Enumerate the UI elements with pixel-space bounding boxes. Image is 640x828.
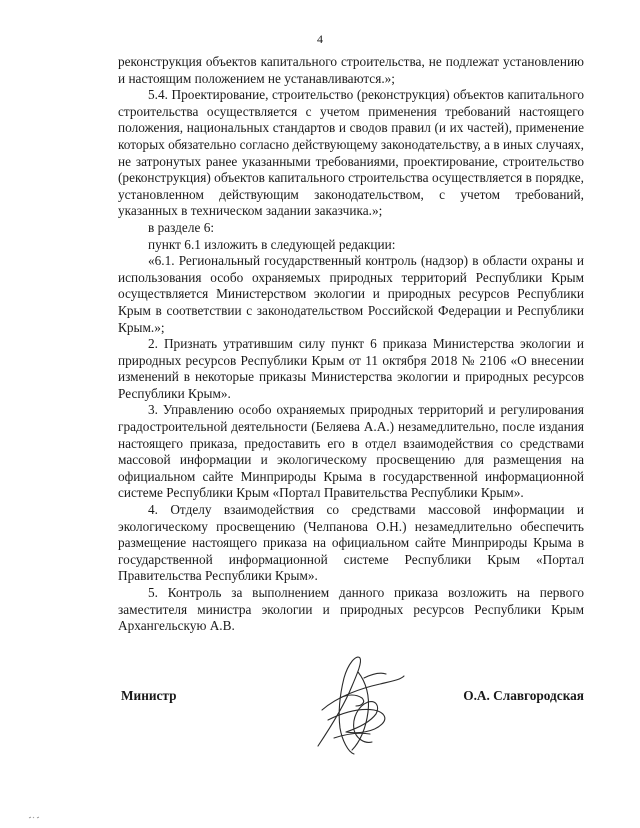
scan-speck [28, 814, 42, 820]
paragraph-point-6-1-intro: пункт 6.1 изложить в следующей редакции: [148, 236, 396, 252]
handwritten-signature [300, 648, 410, 763]
paragraph-item-5: 5. Контроль за выполнением данного приказа возложить на первого заместителя министра экологии и природных ресурсов Республики Крым Архангельскую А.В. [118, 585, 584, 634]
document-body [118, 54, 584, 635]
paragraph-item-4: 4. Отделу взаимодействия со средствами массовой информации и экологическому просвещению (Челпанова О.Н.) незамедлительно обеспечить размещение настоящего приказа на официальном сайте Минприроды Крыма в государственной информационной системе Республики Крым «Портал Правительства Республики Крым». [118, 502, 584, 584]
paragraph-6-1: «6.1. Региональный государственный контроль (надзор) в области охраны и использования особо охраняемых природных территорий Республики Крым осуществляется Министерством экологии и природных ресурсов Республики Крым в соответствии с законодательством Российской Федерации и Республики Крым.»; [118, 253, 584, 335]
paragraph-item-2: 2. Признать утратившим силу пункт 6 приказа Министерства экологии и природных ресурсов Республики Крым от 11 октября 2018 № 2106 «О внесении изменений в некоторые приказы Министерства экологии и природных ресурсов Республики Крым». [118, 336, 584, 401]
paragraph-continuation: реконструкция объектов капитального строительства, не подлежат установлению и настоящим положением не устанавливаются.»; [118, 54, 584, 86]
page-number: 4 [317, 32, 323, 46]
paragraph-item-3: 3. Управлению особо охраняемых природных территорий и регулирования градостроительной деятельности (Беляева А.А.) незамедлительно, после издания настоящего приказа, предоставить его в отдел взаимодействия со средствами массовой информации и экологическому просвещению для размещения на официальном сайте Минприроды Крыма в государственной информационной системе Республики Крым «Портал Правительства Республики Крым». [118, 402, 584, 501]
signatory-title: Министр [121, 688, 177, 703]
signatory-name: О.А. Славгородская [463, 688, 584, 703]
paragraph-5-4: 5.4. Проектирование, строительство (реконструкция) объектов капитального строительства осуществляется с учетом применения требований настоящего положения, национальных стандартов и сводов правил (и их частей), применение которых обязательно согласно действующему законодательству, а в иных случаях, не затронутых ранее указанными требованиями, проектирование, строительство (реконструкция) объектов капитального строительства осуществляется в порядке, установленном действующим законодательством, с учетом требований, указанных в техническом задании заказчика.»; [118, 87, 584, 219]
paragraph-section-6: в разделе 6: [148, 219, 215, 235]
